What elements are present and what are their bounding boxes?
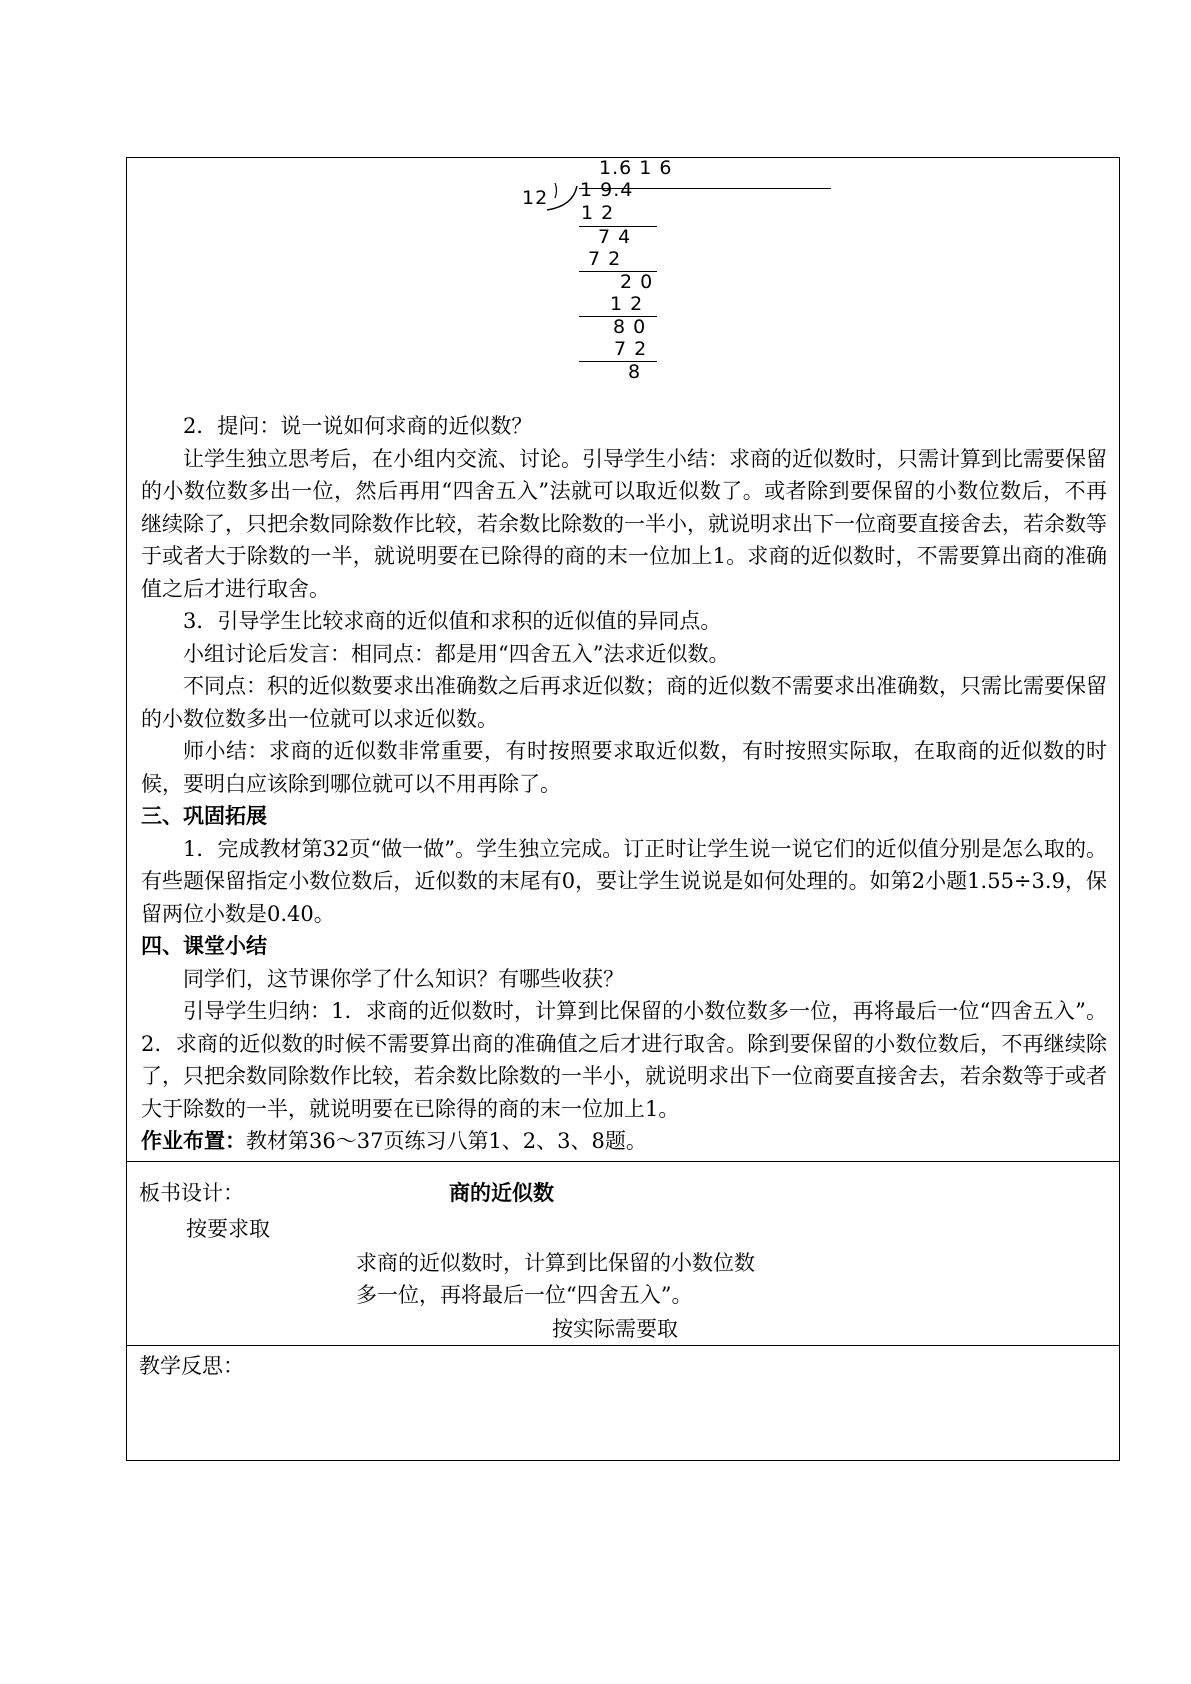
board-label: 板书设计： xyxy=(139,1181,244,1205)
ld-rule xyxy=(579,361,657,362)
paragraph: 3．引导学生比较求商的近似值和求积的近似值的异同点。 xyxy=(183,609,722,633)
board-line: 求商的近似数时，计算到比保留的小数位数 xyxy=(356,1251,755,1275)
ld-step: 7 2 xyxy=(614,338,648,360)
paragraph: 不同点：积的近似数要求出准确数之后再求近似数；商的近似数不需要求出准确数，只需比需要保留的小数位数多出一位就可以求近似数。 xyxy=(141,674,1107,731)
ld-quotient: 1.6 1 6 xyxy=(599,157,673,179)
board-right: 按实际需要取 xyxy=(552,1317,678,1341)
row-divider xyxy=(127,1345,1119,1346)
paragraph: 同学们，这节课你学了什么知识？有哪些收获？ xyxy=(183,966,624,991)
paragraph: 师小结：求商的近似数非常重要，有时按照要求取近似数，有时按照实际取，在取商的近似数的时候，要明白应该除到哪位就可以不用再除了。 xyxy=(141,739,1107,796)
board-title: 商的近似数 xyxy=(449,1181,554,1205)
ld-dividend: 1 9.4 xyxy=(580,179,634,201)
lesson-table xyxy=(126,157,1120,1461)
paragraph: 2．提问：说一说如何求商的近似数？ xyxy=(183,414,533,438)
ld-step: 2 0 xyxy=(620,271,654,293)
paragraph: 引导学生归纳：1．求商的近似数时，计算到比保留的小数位数多一位，再将最后一位“四舍五入”。2．求商的近似数的时候不需要算出商的准确值之后才进行取舍。除到要保留的小数位数后，不再继续除了，只把余数同除数作比较，若余数比除数的一半小，就说明求出下一位商要直接舍去，若余数等于或者大于除数的一半，就说明要在已除得的商的末一位加上1。 xyxy=(141,999,1107,1121)
board-left: 按要求取 xyxy=(186,1217,270,1241)
paragraph: 小组讨论后发言：相同点：都是用“四舍五入”法求近似数。 xyxy=(183,641,730,666)
homework xyxy=(141,1125,1107,1158)
reflection-label: 教学反思： xyxy=(139,1354,244,1378)
paragraph: 让学生独立思考后，在小组内交流、讨论。引导学生小结：求商的近似数时，只需计算到比需要保留的小数位数多出一位，然后再用“四舍五入”法就可以取近似数了。或者除到要保留的小数位数后，不再继续除了，只把余数同除数作比较，若余数比除数的一半小，就说明求出下一位商要直接舍去，若余数等于或者大于除数的一半，就说明要在已除得的商的末一位加上1。求商的近似数时，不需要算出商的准确值之后才进行取舍。 xyxy=(141,446,1107,601)
ld-bracket xyxy=(525,180,585,218)
ld-step: 1 2 xyxy=(610,293,644,315)
ld-step: 1 2 xyxy=(581,202,615,224)
board-line: 多一位，再将最后一位“四舍五入”。 xyxy=(356,1283,693,1307)
ld-step: 8 0 xyxy=(613,316,647,338)
ld-divisor: 12 xyxy=(522,187,549,209)
ld-step: 7 2 xyxy=(588,248,622,270)
homework-text: 教材第36～37页练习八第1、2、3、8题。 xyxy=(246,1129,647,1153)
ld-step: 7 4 xyxy=(598,226,632,248)
lesson-body xyxy=(141,410,1107,1158)
section-heading: 四、课堂小结 xyxy=(141,934,267,958)
ld-step: 8 xyxy=(628,361,642,383)
homework-label: 作业布置： xyxy=(141,1129,246,1153)
paragraph: 1．完成教材第32页“做一做”。学生独立完成。订正时让学生说一说它们的近似值分别是怎么取的。有些题保留指定小数位数后，近似数的末尾有0，要让学生说说是如何处理的。如第2小题1.55÷3.9，保留两位小数是0.40。 xyxy=(141,836,1107,926)
row-divider xyxy=(127,1161,1119,1162)
section-heading: 三、巩固拓展 xyxy=(141,804,267,828)
